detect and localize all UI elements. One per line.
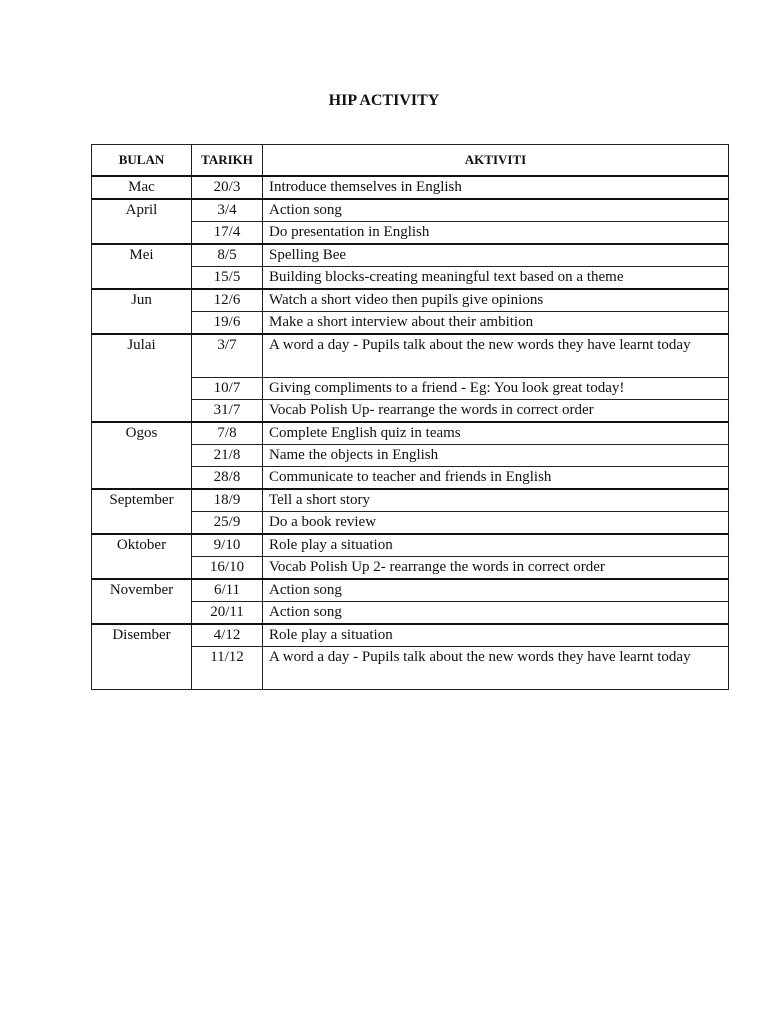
date-cell: 16/10 <box>192 557 263 580</box>
date-cell: 20/3 <box>192 176 263 199</box>
activity-cell: Vocab Polish Up- rearrange the words in correct order <box>263 400 729 423</box>
month-cell: Ogos <box>92 422 192 489</box>
date-cell: 3/4 <box>192 199 263 222</box>
month-cell: November <box>92 579 192 624</box>
date-cell: 17/4 <box>192 222 263 245</box>
activity-cell: Name the objects in English <box>263 445 729 467</box>
date-cell: 9/10 <box>192 534 263 557</box>
date-cell: 31/7 <box>192 400 263 423</box>
month-cell: Mac <box>92 176 192 199</box>
date-cell: 19/6 <box>192 312 263 335</box>
header-month: BULAN <box>92 145 192 177</box>
month-cell: Mei <box>92 244 192 289</box>
table-row <box>92 534 729 557</box>
date-cell: 3/7 <box>192 334 263 378</box>
table-row <box>92 244 729 267</box>
activity-cell: Building blocks-creating meaningful text based on a theme <box>263 267 729 290</box>
month-cell: September <box>92 489 192 534</box>
activity-cell: Make a short interview about their ambition <box>263 312 729 335</box>
table-row <box>92 422 729 445</box>
date-cell: 28/8 <box>192 467 263 490</box>
activity-cell: Communicate to teacher and friends in English <box>263 467 729 490</box>
activity-cell: Watch a short video then pupils give opinions <box>263 289 729 312</box>
activity-cell: Action song <box>263 579 729 602</box>
date-cell: 12/6 <box>192 289 263 312</box>
date-cell: 10/7 <box>192 378 263 400</box>
date-cell: 8/5 <box>192 244 263 267</box>
month-cell: Disember <box>92 624 192 690</box>
table-row <box>92 579 729 602</box>
activity-cell: Spelling Bee <box>263 244 729 267</box>
activity-cell: Do presentation in English <box>263 222 729 245</box>
activity-cell: Vocab Polish Up 2- rearrange the words in correct order <box>263 557 729 580</box>
table-row <box>92 334 729 378</box>
activity-table <box>91 144 729 690</box>
activity-cell: Action song <box>263 602 729 625</box>
activity-cell: A word a day - Pupils talk about the new words they have learnt today <box>263 334 729 378</box>
month-cell: Oktober <box>92 534 192 579</box>
activity-cell: A word a day - Pupils talk about the new words they have learnt today <box>263 647 729 690</box>
activity-cell: Do a book review <box>263 512 729 535</box>
activity-cell: Role play a situation <box>263 534 729 557</box>
table-row <box>92 199 729 222</box>
activity-cell: Complete English quiz in teams <box>263 422 729 445</box>
table-row <box>92 176 729 199</box>
date-cell: 11/12 <box>192 647 263 690</box>
table-row <box>92 289 729 312</box>
table-row <box>92 489 729 512</box>
page-title: HIP ACTIVITY <box>328 92 440 109</box>
table-header-row <box>92 145 729 177</box>
date-cell: 18/9 <box>192 489 263 512</box>
date-cell: 4/12 <box>192 624 263 647</box>
activity-cell: Giving compliments to a friend - Eg: You look great today! <box>263 378 729 400</box>
activity-cell: Role play a situation <box>263 624 729 647</box>
date-cell: 6/11 <box>192 579 263 602</box>
activity-cell: Tell a short story <box>263 489 729 512</box>
header-activity: AKTIVITI <box>263 145 729 177</box>
month-cell: Jun <box>92 289 192 334</box>
activity-cell: Action song <box>263 199 729 222</box>
month-cell: April <box>92 199 192 244</box>
date-cell: 15/5 <box>192 267 263 290</box>
header-date: TARIKH <box>192 145 263 177</box>
date-cell: 25/9 <box>192 512 263 535</box>
date-cell: 20/11 <box>192 602 263 625</box>
activity-cell: Introduce themselves in English <box>263 176 729 199</box>
date-cell: 7/8 <box>192 422 263 445</box>
table-row <box>92 624 729 647</box>
month-cell: Julai <box>92 334 192 422</box>
date-cell: 21/8 <box>192 445 263 467</box>
